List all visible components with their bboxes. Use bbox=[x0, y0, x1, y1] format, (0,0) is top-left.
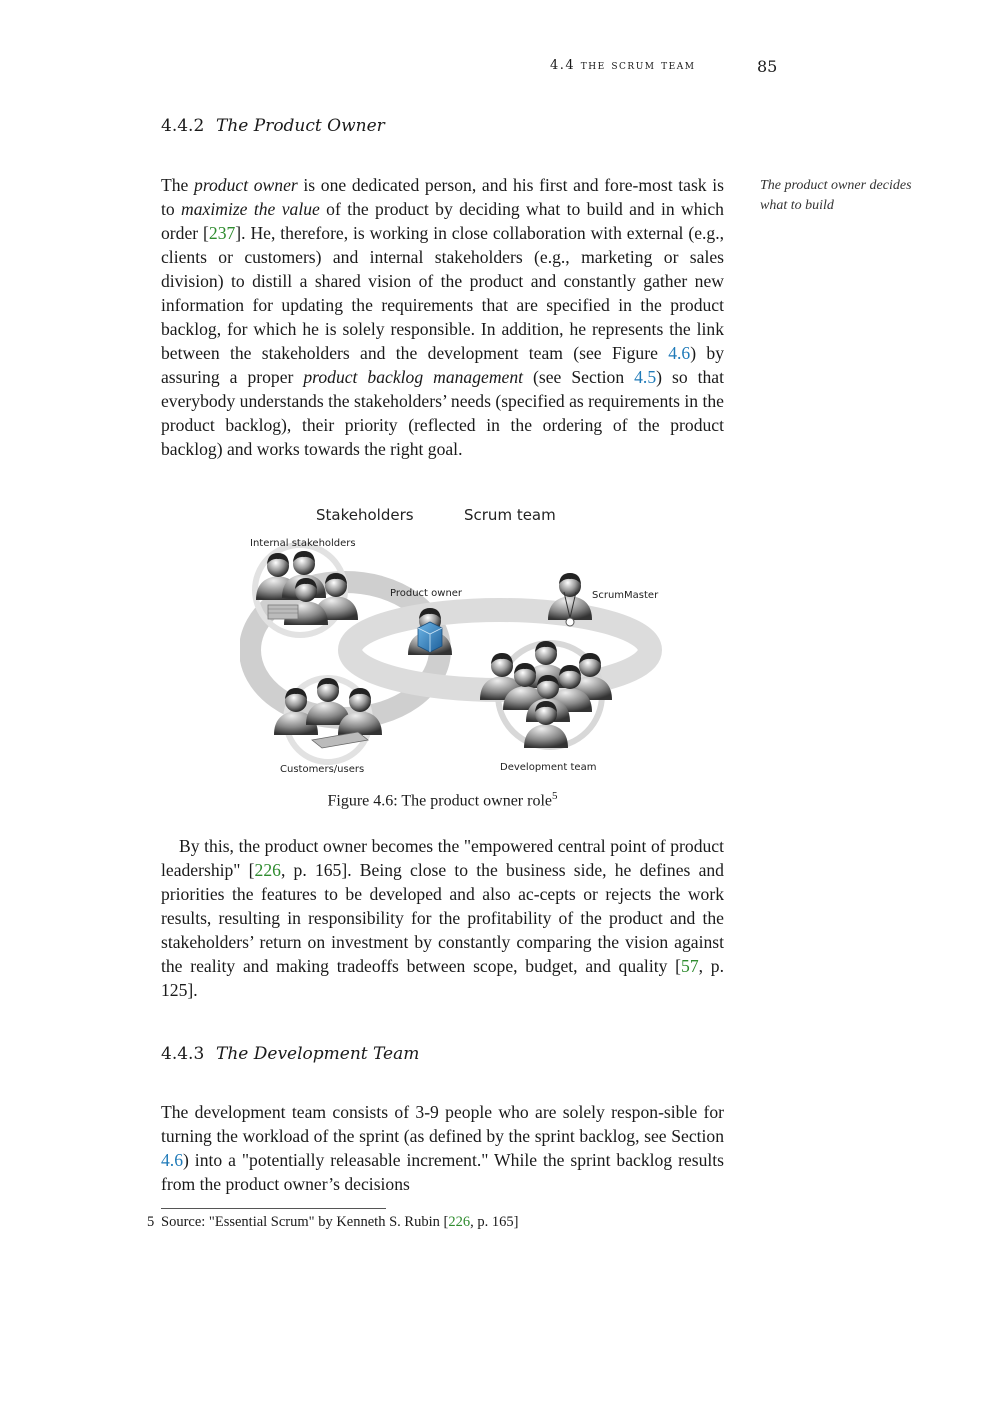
figure-product-owner-role bbox=[240, 500, 670, 780]
section-heading-443 bbox=[161, 1044, 419, 1064]
scrummaster-figure bbox=[548, 573, 592, 626]
running-head bbox=[550, 57, 780, 76]
citation-link[interactable]: 226 bbox=[254, 860, 281, 880]
section-link[interactable]: 4.5 bbox=[634, 367, 657, 387]
section-title: The Product Owner bbox=[216, 116, 385, 136]
footnote-number: 5 bbox=[147, 1214, 155, 1230]
paragraph-product-owner: The product owner is one dedicated person, and his first and fore-most task is to maximize the value of the product by deciding what to build and in which order [237]. He, therefore, is working in close collaboration with external (e.g., clients or customers) and internal stakeholders (e.g., marketing or sales division) to distill a shared vision of the product and constantly gather new information for updating the requirements that are specified in the product backlog, for which he is solely responsible. In addition, he represents the link between the stakeholders and the development team (see Figure 4.6) by assuring a proper product backlog management (see Section 4.5) so that everybody understands the stakeholders’ needs (specified as requirements in the product backlog), their priority (reflected in the ordering of the product backlog) and works towards the right goal. bbox=[161, 175, 725, 459]
stakeholders-label: Stakeholders bbox=[316, 506, 414, 524]
citation-link[interactable]: 226 bbox=[448, 1214, 471, 1230]
running-head-section: 4.4 the scrum team bbox=[550, 58, 696, 73]
scrummaster-label: ScrumMaster bbox=[592, 590, 659, 601]
product-owner-label: Product owner bbox=[390, 588, 463, 599]
page-number: 85 bbox=[757, 57, 778, 76]
paragraph-product-leadership: By this, the product owner becomes the "empowered central point of product leadership" [226, p. 165]. Being close to the business side, he defines and priorities the features to be developed and also ac-cepts or rejects the work results, resulting in responsibility for the profitability of the product and the stakeholders’ return on investment by constantly comparing the vision against the reality and making tradeoffs between scope, budget, and quality [57, p. 125]. bbox=[161, 836, 724, 1000]
development-team-group bbox=[480, 641, 612, 748]
section-number: 4.4.3 bbox=[161, 1044, 205, 1064]
section-number: 4.4.2 bbox=[161, 116, 205, 136]
paragraph-development-team: The development team consists of 3-9 people who are solely respon-sible for turning the workload of the sprint (as defined by the sprint backlog, see Section 4.6) into a "potentially releasable increment." While the sprint backlog results from the product owner’s decisions bbox=[161, 1102, 724, 1194]
section-heading-442 bbox=[161, 116, 385, 136]
caption-footnote-marker: 5 bbox=[552, 790, 558, 802]
figure-diagram bbox=[240, 500, 670, 780]
internal-stakeholders-label: Internal stakeholders bbox=[250, 538, 356, 549]
section-title: The Development Team bbox=[216, 1044, 420, 1064]
footnote: 5 Source: "Essential Scrum" by Kenneth S. Rubin [226, p. 165] bbox=[147, 1214, 519, 1230]
figure-caption bbox=[161, 790, 724, 810]
figure-link[interactable]: 4.6 bbox=[668, 343, 691, 363]
citation-link[interactable]: 57 bbox=[681, 956, 699, 976]
section-link[interactable]: 4.6 bbox=[161, 1150, 183, 1170]
citation-link[interactable]: 237 bbox=[208, 223, 236, 243]
scrum-team-label: Scrum team bbox=[464, 506, 556, 524]
footnote-rule bbox=[161, 1208, 386, 1209]
internal-stakeholders-group bbox=[256, 551, 358, 625]
caption-text: Figure 4.6: The product owner role bbox=[327, 792, 553, 810]
margin-note: The product owner decides what to build bbox=[760, 178, 912, 213]
customers-label: Customers/users bbox=[280, 764, 365, 775]
development-team-label: Development team bbox=[500, 762, 597, 773]
